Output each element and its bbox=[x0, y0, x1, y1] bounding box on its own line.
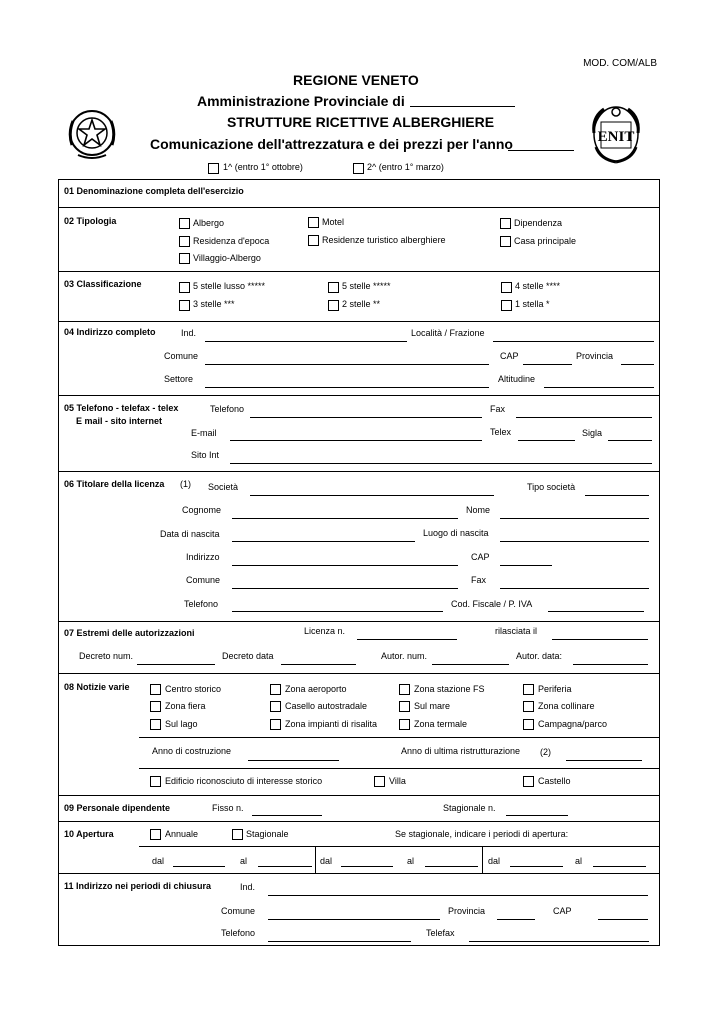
chiusura-telefax-field[interactable] bbox=[469, 941, 649, 942]
sul-mare-label: Sul mare bbox=[414, 701, 451, 711]
apertura-instruction: Se stagionale, indicare i periodi di apertura: bbox=[395, 829, 569, 839]
chiusura-telefono-field[interactable] bbox=[268, 941, 411, 942]
casa-principale-label: Casa principale bbox=[514, 236, 577, 246]
luogo-nascita-field[interactable] bbox=[500, 541, 649, 542]
casa-principale-checkbox[interactable] bbox=[500, 236, 511, 247]
dal-1-field[interactable] bbox=[173, 866, 225, 867]
chiusura-provincia-label: Provincia bbox=[448, 906, 486, 916]
5-stelle-label: 5 stelle ***** bbox=[342, 281, 391, 291]
section-03-title: 03 Classificazione bbox=[64, 279, 142, 289]
al-3-label: al bbox=[575, 856, 583, 866]
castello-checkbox[interactable] bbox=[523, 776, 534, 787]
enit-logo-text: ENIT bbox=[597, 129, 635, 145]
al-2-field[interactable] bbox=[425, 866, 478, 867]
3-stelle-checkbox[interactable] bbox=[179, 300, 190, 311]
ind-field[interactable] bbox=[205, 341, 407, 342]
al-1-label: al bbox=[240, 856, 248, 866]
note-2: (2) bbox=[540, 747, 551, 757]
al-2-label: al bbox=[407, 856, 415, 866]
chiusura-telefax-label: Telefax bbox=[426, 928, 455, 938]
altitudine-field[interactable] bbox=[544, 387, 654, 388]
comune-label: Comune bbox=[164, 351, 199, 361]
villaggio-albergo-checkbox[interactable] bbox=[179, 253, 190, 264]
residenze-turistico-label: Residenze turistico alberghiere bbox=[322, 235, 446, 245]
motel-label: Motel bbox=[322, 217, 345, 227]
2-stelle-label: 2 stelle ** bbox=[342, 299, 381, 309]
period-1-checkbox[interactable] bbox=[208, 163, 219, 174]
telefono-field[interactable] bbox=[250, 417, 482, 418]
sito-field[interactable] bbox=[230, 463, 652, 464]
decreto-data-label: Decreto data bbox=[222, 651, 274, 661]
cap-label: CAP bbox=[500, 351, 519, 361]
anno-ristrutturazione-label: Anno di ultima ristrutturazione bbox=[401, 746, 521, 756]
sito-label: Sito Int bbox=[191, 450, 220, 460]
dal-2-field[interactable] bbox=[341, 866, 393, 867]
communication-title: Comunicazione dell'attrezzatura e dei prezzi per l'anno bbox=[150, 136, 513, 152]
section-07-title: 07 Estremi delle autorizzazioni bbox=[64, 628, 195, 638]
cognome-label: Cognome bbox=[182, 505, 222, 515]
autor-num-field[interactable] bbox=[432, 664, 509, 665]
zona-stazione-checkbox[interactable] bbox=[399, 684, 410, 695]
dipendenza-label: Dipendenza bbox=[514, 218, 563, 228]
zona-termale-label: Zona termale bbox=[414, 719, 468, 729]
section-04-title: 04 Indirizzo completo bbox=[64, 327, 156, 337]
administration-label: Amministrazione Provinciale di bbox=[197, 93, 405, 109]
localita-label: Località / Frazione bbox=[411, 328, 485, 338]
email-label: E-mail bbox=[191, 428, 217, 438]
1-stella-checkbox[interactable] bbox=[501, 300, 512, 311]
licenza-label: Licenza n. bbox=[304, 626, 346, 636]
section-06-title: 06 Titolare della licenza bbox=[64, 479, 165, 489]
zona-fiera-checkbox[interactable] bbox=[150, 701, 161, 712]
codice-fiscale-label: Cod. Fiscale / P. IVA bbox=[451, 599, 533, 609]
form-code: MOD. COM/ALB bbox=[583, 58, 657, 69]
rilasciata-label: rilasciata il bbox=[495, 626, 538, 636]
decreto-num-field[interactable] bbox=[137, 664, 215, 665]
zona-termale-checkbox[interactable] bbox=[399, 719, 410, 730]
titolare-cap-field[interactable] bbox=[500, 565, 552, 566]
villa-label: Villa bbox=[389, 776, 406, 786]
5-stelle-lusso-checkbox[interactable] bbox=[179, 282, 190, 293]
zona-aeroporto-checkbox[interactable] bbox=[270, 684, 281, 695]
section-05-subtitle: E mail - sito internet bbox=[76, 416, 163, 426]
rilasciata-field[interactable] bbox=[552, 639, 648, 640]
settore-label: Settore bbox=[164, 374, 194, 384]
localita-field[interactable] bbox=[493, 341, 654, 342]
societa-field[interactable] bbox=[250, 495, 494, 496]
sul-lago-checkbox[interactable] bbox=[150, 719, 161, 730]
section-11-title: 11 Indirizzo nei periodi di chiusura bbox=[64, 881, 212, 891]
decreto-data-field[interactable] bbox=[281, 664, 356, 665]
data-nascita-label: Data di nascita bbox=[160, 529, 220, 539]
edificio-storico-checkbox[interactable] bbox=[150, 776, 161, 787]
stagionale-checkbox[interactable] bbox=[232, 829, 243, 840]
nome-label: Nome bbox=[466, 505, 491, 515]
note-1: (1) bbox=[180, 479, 191, 489]
residenze-turistico-checkbox[interactable] bbox=[308, 235, 319, 246]
chiusura-comune-field[interactable] bbox=[268, 919, 440, 920]
cap-field[interactable] bbox=[523, 364, 572, 365]
telex-field[interactable] bbox=[518, 440, 575, 441]
residenza-epoca-label: Residenza d'epoca bbox=[193, 236, 270, 246]
ind-label: Ind. bbox=[181, 328, 197, 338]
tipo-societa-field[interactable] bbox=[585, 495, 649, 496]
comune-field[interactable] bbox=[205, 364, 489, 365]
chiusura-ind-field[interactable] bbox=[268, 895, 648, 896]
edificio-storico-label: Edificio riconosciuto di interesse storico bbox=[165, 776, 323, 786]
dal-1-label: dal bbox=[152, 856, 165, 866]
zona-fiera-label: Zona fiera bbox=[165, 701, 206, 711]
nome-field[interactable] bbox=[500, 518, 649, 519]
fax-label: Fax bbox=[490, 404, 506, 414]
form-frame bbox=[58, 179, 660, 946]
chiusura-cap-field[interactable] bbox=[598, 919, 648, 920]
zona-impianti-label: Zona impianti di risalita bbox=[285, 719, 378, 729]
indirizzo-field[interactable] bbox=[232, 565, 458, 566]
stagionale-label: Stagionale bbox=[246, 829, 289, 839]
al-3-field[interactable] bbox=[593, 866, 646, 867]
titolare-telefono-label: Telefono bbox=[184, 599, 219, 609]
section-01-title: 01 Denominazione completa dell'esercizio bbox=[64, 186, 244, 196]
periferia-label: Periferia bbox=[538, 684, 572, 694]
codice-fiscale-field[interactable] bbox=[548, 611, 644, 612]
enit-logo-icon bbox=[590, 103, 642, 165]
settore-field[interactable] bbox=[205, 387, 489, 388]
telex-label: Telex bbox=[490, 427, 512, 437]
villaggio-albergo-label: Villaggio-Albergo bbox=[193, 253, 261, 263]
year-field[interactable] bbox=[508, 150, 574, 151]
email-field[interactable] bbox=[230, 440, 482, 441]
period-2-label: 2^ (entro 1° marzo) bbox=[367, 162, 444, 172]
region-title: REGIONE VENETO bbox=[293, 72, 419, 88]
chiusura-ind-label: Ind. bbox=[240, 882, 256, 892]
fax-field[interactable] bbox=[516, 417, 652, 418]
anno-costruzione-label: Anno di costruzione bbox=[152, 746, 232, 756]
zona-aeroporto-label: Zona aeroporto bbox=[285, 684, 347, 694]
zona-collinare-label: Zona collinare bbox=[538, 701, 595, 711]
motel-checkbox[interactable] bbox=[308, 217, 319, 228]
cognome-field[interactable] bbox=[232, 518, 458, 519]
telefono-label: Telefono bbox=[210, 404, 245, 414]
al-1-field[interactable] bbox=[258, 866, 312, 867]
4-stelle-label: 4 stelle **** bbox=[515, 281, 561, 291]
section-05-title: 05 Telefono - telefax - telex bbox=[64, 403, 179, 413]
titolare-fax-label: Fax bbox=[471, 575, 487, 585]
2-stelle-checkbox[interactable] bbox=[328, 300, 339, 311]
chiusura-provincia-field[interactable] bbox=[497, 919, 535, 920]
period-2-checkbox[interactable] bbox=[353, 163, 364, 174]
titolare-telefono-field[interactable] bbox=[232, 611, 443, 612]
5-stelle-lusso-label: 5 stelle lusso ***** bbox=[193, 281, 266, 291]
centro-storico-label: Centro storico bbox=[165, 684, 222, 694]
titolare-comune-field[interactable] bbox=[232, 588, 458, 589]
dipendenza-checkbox[interactable] bbox=[500, 218, 511, 229]
1-stella-label: 1 stella * bbox=[515, 299, 550, 309]
stagionale-n-field[interactable] bbox=[506, 815, 568, 816]
sigla-label: Sigla bbox=[582, 428, 603, 438]
fisso-field[interactable] bbox=[252, 815, 322, 816]
provincia-field[interactable] bbox=[621, 364, 654, 365]
decreto-num-label: Decreto num. bbox=[79, 651, 134, 661]
casello-label: Casello autostradale bbox=[285, 701, 368, 711]
autor-data-label: Autor. data: bbox=[516, 651, 563, 661]
sul-mare-checkbox[interactable] bbox=[399, 701, 410, 712]
campagna-parco-label: Campagna/parco bbox=[538, 719, 608, 729]
periferia-checkbox[interactable] bbox=[523, 684, 534, 695]
provincia-label: Provincia bbox=[576, 351, 614, 361]
autor-num-label: Autor. num. bbox=[381, 651, 428, 661]
annuale-label: Annuale bbox=[165, 829, 199, 839]
casello-checkbox[interactable] bbox=[270, 701, 281, 712]
indirizzo-label: Indirizzo bbox=[186, 552, 220, 562]
campagna-parco-checkbox[interactable] bbox=[523, 719, 534, 730]
section-08-title: 08 Notizie varie bbox=[64, 682, 130, 692]
chiusura-cap-label: CAP bbox=[553, 906, 572, 916]
dal-3-field[interactable] bbox=[510, 866, 563, 867]
altitudine-label: Altitudine bbox=[498, 374, 536, 384]
section-09-title: 09 Personale dipendente bbox=[64, 803, 171, 813]
zona-impianti-checkbox[interactable] bbox=[270, 719, 281, 730]
castello-label: Castello bbox=[538, 776, 571, 786]
titolare-fax-field[interactable] bbox=[500, 588, 649, 589]
3-stelle-label: 3 stelle *** bbox=[193, 299, 235, 309]
section-10-title: 10 Apertura bbox=[64, 829, 114, 839]
chiusura-comune-label: Comune bbox=[221, 906, 256, 916]
data-nascita-field[interactable] bbox=[232, 541, 415, 542]
annuale-checkbox[interactable] bbox=[150, 829, 161, 840]
autor-data-field[interactable] bbox=[573, 664, 648, 665]
zona-stazione-label: Zona stazione FS bbox=[414, 684, 485, 694]
dal-2-label: dal bbox=[320, 856, 333, 866]
section-02-title: 02 Tipologia bbox=[64, 216, 117, 226]
sul-lago-label: Sul lago bbox=[165, 719, 198, 729]
province-field[interactable] bbox=[410, 106, 515, 107]
licenza-field[interactable] bbox=[357, 639, 457, 640]
titolare-comune-label: Comune bbox=[186, 575, 221, 585]
tipo-societa-label: Tipo società bbox=[527, 482, 576, 492]
zona-collinare-checkbox[interactable] bbox=[523, 701, 534, 712]
structures-title: STRUTTURE RICETTIVE ALBERGHIERE bbox=[227, 114, 495, 130]
dal-3-label: dal bbox=[488, 856, 501, 866]
anno-costruzione-field[interactable] bbox=[248, 760, 339, 761]
titolare-cap-label: CAP bbox=[471, 552, 490, 562]
stagionale-n-label: Stagionale n. bbox=[443, 803, 496, 813]
period-1-label: 1^ (entro 1° ottobre) bbox=[223, 162, 303, 172]
albergo-label: Albergo bbox=[193, 218, 225, 228]
villa-checkbox[interactable] bbox=[374, 776, 385, 787]
fisso-label: Fisso n. bbox=[212, 803, 244, 813]
5-stelle-checkbox[interactable] bbox=[328, 282, 339, 293]
luogo-nascita-label: Luogo di nascita bbox=[423, 528, 489, 538]
albergo-checkbox[interactable] bbox=[179, 218, 190, 229]
chiusura-telefono-label: Telefono bbox=[221, 928, 256, 938]
italian-republic-emblem-icon bbox=[64, 103, 120, 163]
centro-storico-checkbox[interactable] bbox=[150, 684, 161, 695]
anno-ristrutturazione-field[interactable] bbox=[566, 760, 642, 761]
sigla-field[interactable] bbox=[608, 440, 652, 441]
4-stelle-checkbox[interactable] bbox=[501, 282, 512, 293]
societa-label: Società bbox=[208, 482, 239, 492]
residenza-epoca-checkbox[interactable] bbox=[179, 236, 190, 247]
